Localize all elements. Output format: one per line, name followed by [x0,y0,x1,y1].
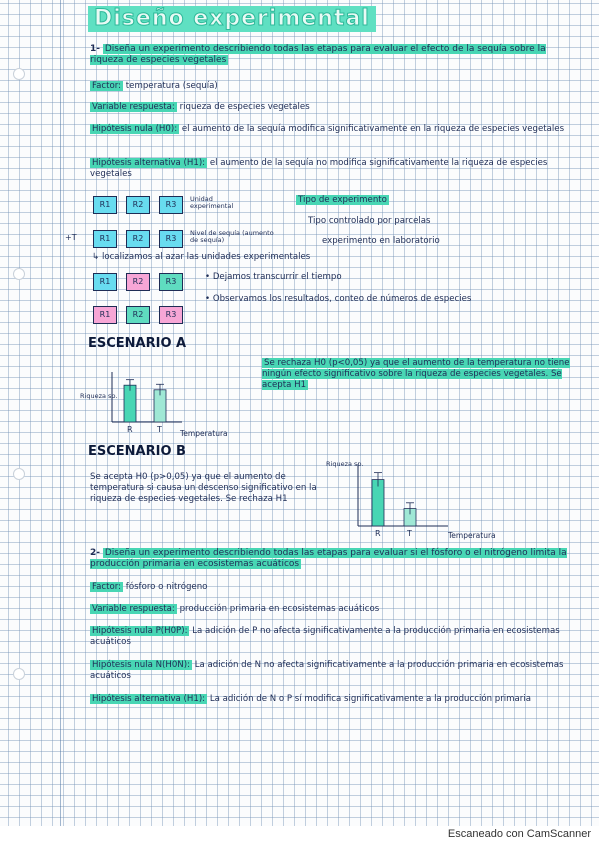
h1-text: el aumento de la sequía no modifica significativamente la riqueza de especies vegetales [90,158,548,179]
binder-hole [13,68,25,80]
q2-h0n-text: La adición de N no afecta significativamente a la producción primaria en ecosistemas acuáticos [90,660,564,681]
q2-factor-row [90,582,207,593]
category-label: T [157,425,162,434]
category-label: T [407,529,412,538]
q2-response-row [90,604,379,615]
randomize-arrow-icon: ↳ [92,252,102,262]
x-axis-label: Temperatura [180,429,228,438]
bar [124,385,136,422]
plot-box: R1 [93,230,117,248]
randomize-text [92,252,310,263]
q2-h0p-label: Hipótesis nula P(H0P): [92,626,188,636]
question-2-statement: Diseña un experimento describiendo todas las etapas para evaluar si el fósforo o el nitrógeno limita la producción primaria en ecosistemas acuáticos [90,548,567,569]
q2-response-value: producción primaria en ecosistemas acuáticos [179,604,380,614]
y-axis-label: Riqueza sp. [80,392,118,400]
y-axis-label: Riqueza sp. [326,460,364,468]
h1-row [90,158,580,180]
h0-row [90,124,580,135]
exp-type [296,195,389,206]
q2-h0p-text: La adición de P no afecta significativamente a la producción primaria en ecosistemas acuáticos [90,626,560,647]
arrow-label: +T [65,233,77,242]
h0-text: el aumento de la sequía modifica significativamente en la riqueza de especies vegetales [181,124,565,134]
q2-h1-label: Hipótesis alternativa (H1): [92,694,206,704]
scanner-watermark: Escaneado con CamScanner [447,828,591,840]
factor-row [90,81,218,92]
q2-response-label: Variable respuesta: [92,604,175,614]
h1-label: Hipótesis alternativa (H1): [92,158,206,168]
plot-box: R1 [93,273,117,291]
q2-h0p-row [90,626,580,648]
x-axis-label: Temperatura [448,531,496,540]
plot-box: R1 [93,306,117,324]
plot-box: R2 [126,196,150,214]
q2-h1-row [90,694,580,705]
q2-h0n-row [90,660,580,682]
binder-hole [13,268,25,280]
question-1-statement: Diseña un experimento describiendo todas las etapas para evaluar el efecto de la sequía sobre la riqueza de especies vegetales [90,44,546,65]
binder-hole [13,668,25,680]
scenario-b-text-content: Se acepta H0 (p>0,05) ya que el aumento de temperatura si causa un descenso significativo en la riqueza de especies vegetales. Se rechaza H1 [90,472,317,504]
scenario-a-text [262,358,582,391]
plot-box: R2 [126,273,150,291]
unit-label: Unidad experimental [190,195,234,210]
scenario-b-text [90,472,340,505]
randomize-label: localizamos al azar las unidades experimentales [101,252,311,262]
plot-box: R3 [159,196,183,214]
plot-box: R2 [126,306,150,324]
bullet-1: • Dejamos transcurrir el tiempo [205,272,342,282]
scenario-a-text-content: Se rechaza H0 (p<0,05) ya que el aumento de la temperatura no tiene ningún efecto significativo sobre la riqueza de especies vegetales. Se acepta H1 [262,358,570,390]
plot-box: R3 [159,273,183,291]
page-title: Diseño experimental [88,6,376,32]
level-label: Nivel de sequía (aumento de sequía) [190,229,274,244]
scenario-a-label: ESCENARIO A [88,336,187,351]
q2-factor-value: fósforo o nitrógeno [125,582,208,592]
plot-box: R2 [126,230,150,248]
binder-hole [13,468,25,480]
question-1-number: 1- [90,44,100,54]
plot-box: R3 [159,306,183,324]
q2-factor-label: Factor: [92,582,122,592]
response-label: Variable respuesta: [92,102,175,112]
exp-type-2: experimento en laboratorio [322,236,440,246]
margin-line [60,0,61,826]
scanner-footer [0,826,599,848]
q2-h1-text: La adición de N o P sí modifica significativamente a la producción primaria [209,694,531,704]
bullet-1-text: Dejamos transcurrir el tiempo [212,272,342,282]
question-1 [90,44,580,66]
exp-type-1: Tipo controlado por parcelas [308,216,431,226]
category-label: R [375,529,381,538]
factor-value: temperatura (sequía) [125,81,218,91]
response-row [90,102,310,113]
plot-box: R3 [159,230,183,248]
bullet-2-text: Observamos los resultados, conteo de números de especies [212,294,472,304]
scenario-b-label: ESCENARIO B [88,444,186,459]
q2-h0n-label: Hipótesis nula N(H0N): [92,660,190,670]
chart-b [318,456,548,546]
plot-box: R1 [93,196,117,214]
bullet-2: • Observamos los resultados, conteo de números de especies [205,294,472,304]
h0-label: Hipótesis nula (H0): [92,124,178,134]
category-label: R [127,425,133,434]
response-value: riqueza de especies vegetales [179,102,310,112]
question-2 [90,548,580,570]
question-2-number: 2- [90,548,100,558]
chart-a [80,360,260,442]
factor-label: Factor: [92,81,122,91]
exp-type-label: Tipo de experimento [298,195,387,205]
